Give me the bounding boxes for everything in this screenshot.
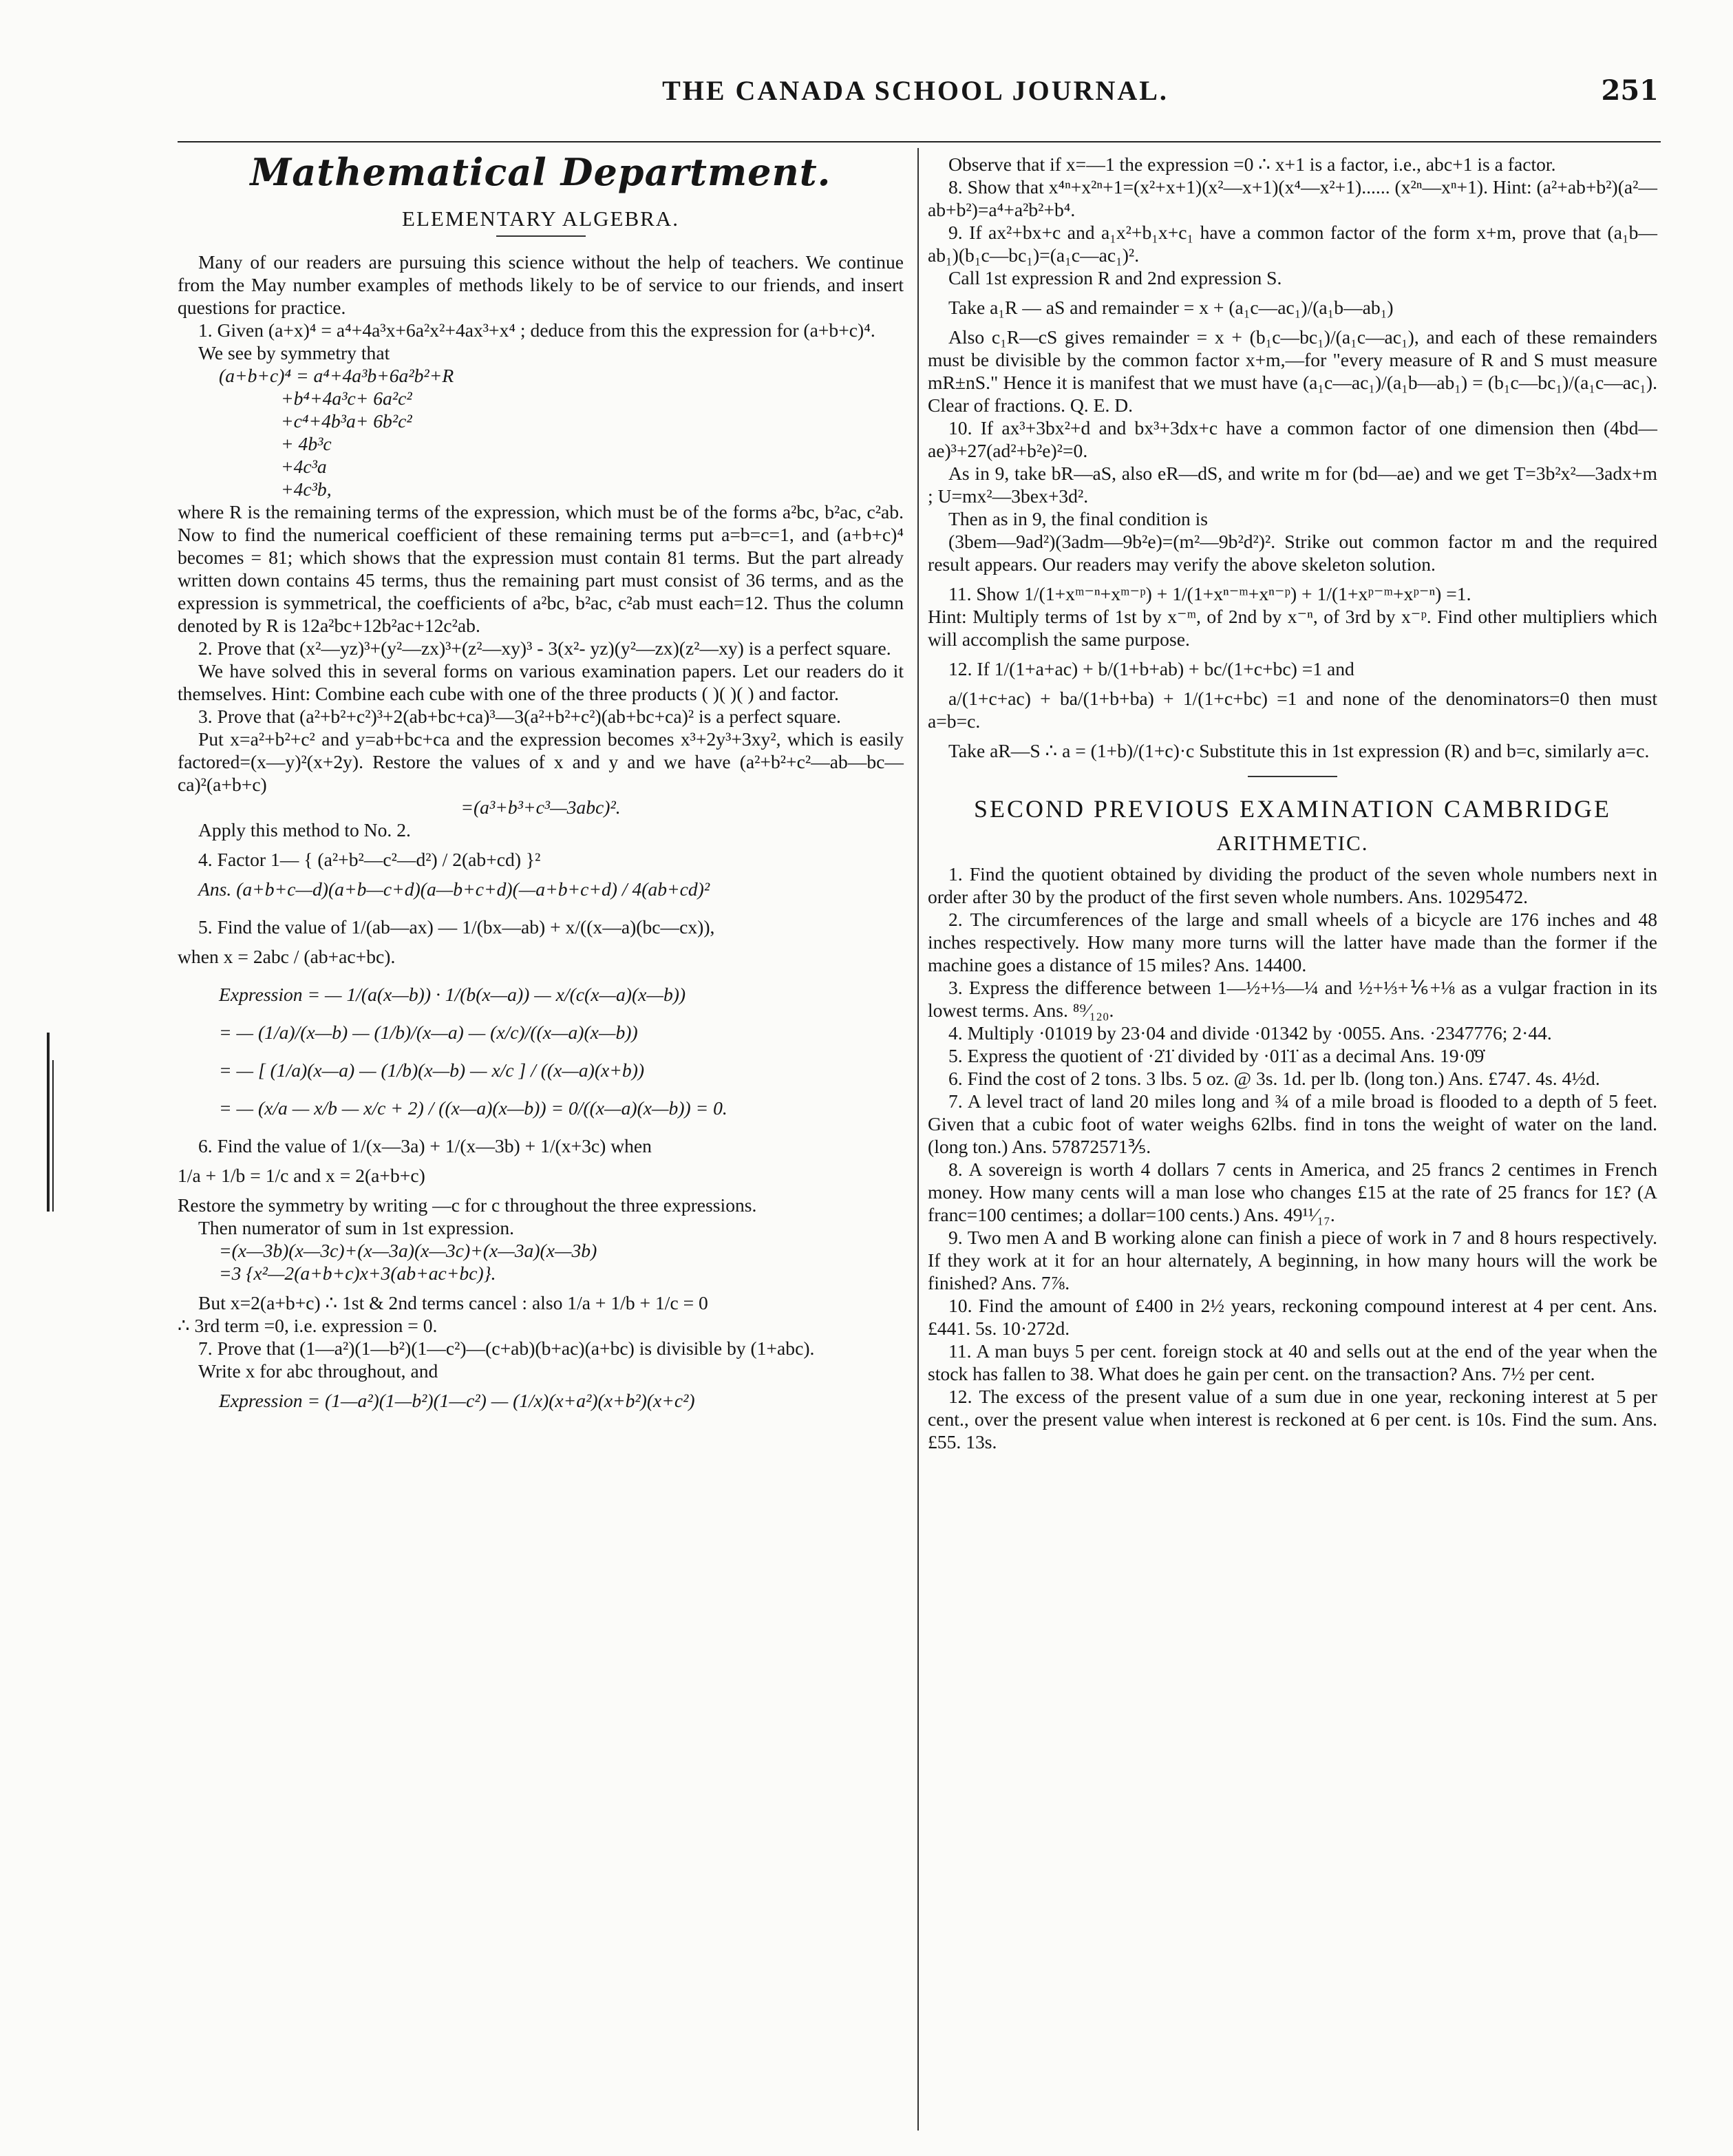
- problem-3: 3. Prove that (a²+b²+c²)³+2(ab+bc+ca)³—3(a²+b²+c²)(ab+bc+ca)² is a perfect square.: [198, 706, 841, 727]
- math-line: =3 {x²—2(a+b+c)x+3(ab+ac+bc)}.: [219, 1262, 496, 1284]
- section-title-cambridge: SECOND PREVIOUS EXAMINATION CAMBRIDGE: [973, 795, 1612, 823]
- problem-6-text: But x=2(a+b+c) ∴ 1st & 2nd terms cancel : also 1/a + 1/b + 1/c = 0: [198, 1292, 708, 1313]
- arithmetic-question: 6. Find the cost of 2 tons. 3 lbs. 5 oz. @ 3s. 1d. per lb. (long ton.) Ans. £747. 4s. 4½d.: [948, 1068, 1600, 1089]
- problem-3-text: Put x=a²+b²+c² and y=ab+bc+ca and the expression becomes x³+2y³+3xy², which is easily factored=(x—y)²(x+2y). Restore the values of x and y and we have (a²+b²+c²—ab—bc— ca)²(a+b+c): [178, 728, 904, 795]
- arithmetic-question: 8. A sovereign is worth 4 dollars 7 cents in America, and 25 francs 2 centimes in French money. How many cents will a man lose who changes £15 at the rate of 25 francs for 1£? (A franc=100 centimes; a dollar=100 cents.) Ans. 49¹¹⁄₁₇.: [928, 1159, 1657, 1225]
- problem-6-text: Restore the symmetry by writing —c for c throughout the three expressions.: [178, 1194, 757, 1216]
- problem-12-text: a/(1+c+ac) + ba/(1+b+ba) + 1/(1+c+bc) =1 and none of the denominators=0 then must a=b=c.: [928, 688, 1657, 732]
- section-title-algebra: ELEMENTARY ALGEBRA.: [402, 207, 679, 231]
- arithmetic-question: 3. Express the difference between 1—½+⅓—¼ and ½+⅓+⅙+⅛ as a vulgar fraction in its lowest terms. Ans. ⁸⁹⁄₁₂₀.: [928, 977, 1657, 1021]
- problem-11: 11. Show 1/(1+xᵐ⁻ⁿ+xᵐ⁻ᵖ) + 1/(1+xⁿ⁻ᵐ+xⁿ⁻ᵖ) + 1/(1+xᵖ⁻ᵐ+xᵖ⁻ⁿ) =1.: [948, 583, 1471, 604]
- math-line: Expression = (1—a²)(1—b²)(1—c²) — (1/x)(x+a²)(x+b²)(x+c²): [219, 1390, 695, 1411]
- problem-6: 6. Find the value of 1/(x—3a) + 1/(x—3b) + 1/(x+3c) when: [198, 1135, 652, 1156]
- problem-10-text: As in 9, take bR—aS, also eR—dS, and write m for (bd—ae) and we get T=3b²x²—3adx+m ; U=mx²—3bex+3d².: [928, 463, 1657, 507]
- problem-10-text: (3bem—9ad²)(3adm—9b²e)=(m²—9b²d²)². Strike out common factor m and the required result appears. Our readers may verify the above skeleton solution.: [928, 531, 1657, 575]
- problem-1-solution: where R is the remaining terms of the expression, which must be of the forms a²bc, b²ac, c²ab. Now to find the numerical coefficient of these remaining terms put a=b=c=1, and (a+b+c)⁴ becomes = 81; which shows that the expression must contain 81 terms. But the part already written down contains 45 terms, thus the remaining part must consist of 36 terms, and as the expression is symmetrical, the coefficients of a²bc, b²ac, c²ab must each=12. Thus the column denoted by R is 12a²bc+12b²ac+12c²ab.: [178, 501, 904, 636]
- math-line: (a+b+c)⁴ = a⁴+4a³b+6a²b²+R: [219, 365, 454, 386]
- math-line: = — [ (1/a)(x—a) — (1/b)(x—b) — x/c ] / ((x—a)(x+b)): [219, 1059, 645, 1081]
- margin-marks: [41, 1033, 62, 1308]
- problem-1: 1. Given (a+x)⁴ = a⁴+4a³x+6a²x²+4ax³+x⁴ ; deduce from this the expression for (a+b+c)⁴.: [198, 319, 875, 341]
- problem-5-condition: when x = 2abc / (ab+ac+bc).: [178, 946, 396, 967]
- problem-2: 2. Prove that (x²—yz)³+(y²—zx)³+(z²—xy)³ - 3(x²- yz)(y²—zx)(z²—xy) is a perfect square.: [198, 637, 891, 659]
- arithmetic-question: 10. Find the amount of £400 in 2½ years, reckoning compound interest at 4 per cent. Ans. £441. 5s. 10·272d.: [928, 1295, 1657, 1339]
- arithmetic-question: 4. Multiply ·01019 by 23·04 and divide ·01342 by ·0055. Ans. ·2347776; 2·44.: [948, 1022, 1552, 1044]
- problem-9: 9. If ax²+bx+c and a₁x²+b₁x+c₁ have a common factor of the form x+m, prove that (a₁b—ab₁)(b₁c—bc₁)=(a₁c—ac₁)².: [928, 222, 1657, 266]
- column-rule: [917, 148, 919, 2131]
- problem-6-condition: 1/a + 1/b = 1/c and x = 2(a+b+c): [178, 1165, 425, 1186]
- problem-12: 12. If 1/(1+a+ac) + b/(1+b+ab) + bc/(1+c+bc) =1 and: [948, 658, 1354, 679]
- margin-mark: [47, 1033, 50, 1212]
- problem-5: 5. Find the value of 1/(ab—ax) — 1/(bx—ab) + x/((x—a)(bc—cx)),: [198, 916, 715, 938]
- math-line: +c⁴+4b³a+ 6b²c²: [281, 410, 412, 432]
- problem-6-text: Then numerator of sum in 1st expression.: [198, 1217, 515, 1238]
- problem-7-text: Write x for abc throughout, and: [198, 1360, 438, 1382]
- math-line: +b⁴+4a³c+ 6a²c²: [281, 388, 412, 409]
- math-line: +4c³b,: [281, 478, 332, 500]
- math-line: +4c³a: [281, 456, 327, 477]
- math-line: = — (x/a — x/b — x/c + 2) / ((x—a)(x—b)) = 0/((x—a)(x—b)) = 0.: [219, 1097, 727, 1119]
- right-column: [928, 153, 1657, 1453]
- page-header: [172, 74, 1659, 123]
- problem-10: 10. If ax³+3bx²+d and bx³+3dx+c have a common factor of one dimension then (4bd—ae)³+27(ad²+b²e)²=0.: [928, 417, 1657, 461]
- section-rule: [1248, 776, 1337, 777]
- problem-9-text: Also c₁R—cS gives remainder = x + (b₁c—bc₁)/(a₁c—ac₁), and each of these remainders must be divisible by the common factor x+m,—for "every measure of R and S must measure mR±nS." Hence it is manifest that we must have (a₁c—ac₁)/(a₁b—ab₁) = (b₁c—bc₁)/(a₁c—ac₁). Clear of fractions. Q. E. D.: [928, 326, 1657, 416]
- journal-title: THE CANADA SCHOOL JOURNAL.: [662, 75, 1169, 106]
- arithmetic-question: 11. A man buys 5 per cent. foreign stock at 40 and sells out at the end of the year when the stock has fallen to 38. What does he gain per cent. on the transaction? Ans. 7½ per cent.: [928, 1340, 1657, 1384]
- left-column: [178, 150, 904, 1412]
- math-line: =(a³+b³+c³—3abc)².: [460, 796, 621, 818]
- arithmetic-question: 9. Two men A and B working alone can finish a piece of work in 7 and 8 hours respectively. If they work at it for an hour alternately, A beginning, in how many hours will the work be finished? Ans. 7⅞.: [928, 1227, 1657, 1293]
- page-number: 251: [1601, 74, 1659, 107]
- problem-4: 4. Factor 1— { (a²+b²—c²—d²) / 2(ab+cd) }²: [198, 849, 541, 870]
- math-line: + 4b³c: [281, 433, 332, 454]
- problem-3-note: Apply this method to No. 2.: [198, 819, 411, 841]
- problem-7-conclusion: Observe that if x=—1 the expression =0 ∴ x+1 is a factor, i.e., abc+1 is a factor.: [948, 154, 1556, 175]
- header-rule: [178, 141, 1661, 142]
- problem-2-text: We have solved this in several forms on various examination papers. Let our readers do it themselves. Hint: Combine each cube with one of the three products ( )( )( ) and factor.: [178, 660, 904, 704]
- problem-12-text: Take aR—S ∴ a = (1+b)/(1+c)·c Substitute this in 1st expression (R) and b=c, similarly a=c.: [948, 740, 1650, 761]
- problem-6-result: ∴ 3rd term =0, i.e. expression = 0.: [178, 1315, 438, 1336]
- arithmetic-question: 1. Find the quotient obtained by dividing the product of the seven whole numbers next in order after 30 by the product of the first seven whole numbers. Ans. 10295472.: [928, 863, 1657, 907]
- problem-8: 8. Show that x⁴ⁿ+x²ⁿ+1=(x²+x+1)(x²—x+1)(x⁴—x²+1)...... (x²ⁿ—xⁿ+1). Hint: (a²+ab+b²)(a²—ab+b²)=a⁴+a²b²+b⁴.: [928, 176, 1657, 220]
- math-line: = — (1/a)/(x—b) — (1/b)/(x—a) — (x/c)/((x—a)(x—b)): [219, 1022, 638, 1043]
- math-line: Expression = — 1/(a(x—b)) · 1/(b(x—a)) — x/(c(x—a)(x—b)): [219, 984, 686, 1005]
- section-subtitle-arithmetic: ARITHMETIC.: [1216, 831, 1369, 855]
- arithmetic-question: 5. Express the quotient of ·2̇1̇ divided by ·01̇1̇ as a decimal Ans. 19·0̇9̇: [948, 1045, 1485, 1066]
- arithmetic-question: 7. A level tract of land 20 miles long and ¾ of a mile broad is flooded to a depth of 5 feet. Given that a cubic foot of water weighs 62lbs. find in tons the weight of water on the land. (long ton.) Ans. 57872571⅗.: [928, 1090, 1657, 1157]
- problem-4-answer: Ans. (a+b+c—d)(a+b—c+d)(a—b+c+d)(—a+b+c+d) / 4(ab+cd)²: [198, 878, 710, 900]
- intro-paragraph: Many of our readers are pursuing this science without the help of teachers. We continue from the May number examples of methods likely to be of service to our friends, and insert questions for practice.: [178, 251, 904, 318]
- department-title: Mathematical Department.: [250, 150, 831, 194]
- problem-10-text: Then as in 9, the final condition is: [948, 508, 1209, 529]
- problem-9-text: Call 1st expression R and 2nd expression S.: [948, 267, 1282, 288]
- margin-mark: [52, 1060, 54, 1212]
- problem-7: 7. Prove that (1—a²)(1—b²)(1—c²)—(c+ab)(b+ac)(a+bc) is divisible by (1+abc).: [198, 1338, 815, 1359]
- section-rule: [496, 235, 586, 237]
- problem-11-hint: Hint: Multiply terms of 1st by x⁻ᵐ, of 2nd by x⁻ⁿ, of 3rd by x⁻ᵖ. Find other multipliers which will accomplish the same purpose.: [928, 606, 1657, 650]
- arithmetic-question: 12. The excess of the present value of a sum due in one year, reckoning interest at 5 per cent., over the present value when interest is reckoned at 6 per cent. is 10s. Find the sum. Ans. £55. 13s.: [928, 1386, 1657, 1452]
- math-line: =(x—3b)(x—3c)+(x—3a)(x—3c)+(x—3a)(x—3b): [219, 1240, 597, 1261]
- arithmetic-question: 2. The circumferences of the large and small wheels of a bicycle are 176 inches and 48 inches respectively. How many more turns will the latter have made than the former if the machine goes a distance of 15 miles? Ans. 14400.: [928, 909, 1657, 975]
- problem-1-text: We see by symmetry that: [198, 342, 390, 363]
- problem-9-text: Take a₁R — aS and remainder = x + (a₁c—ac₁)/(a₁b—ab₁): [948, 297, 1394, 318]
